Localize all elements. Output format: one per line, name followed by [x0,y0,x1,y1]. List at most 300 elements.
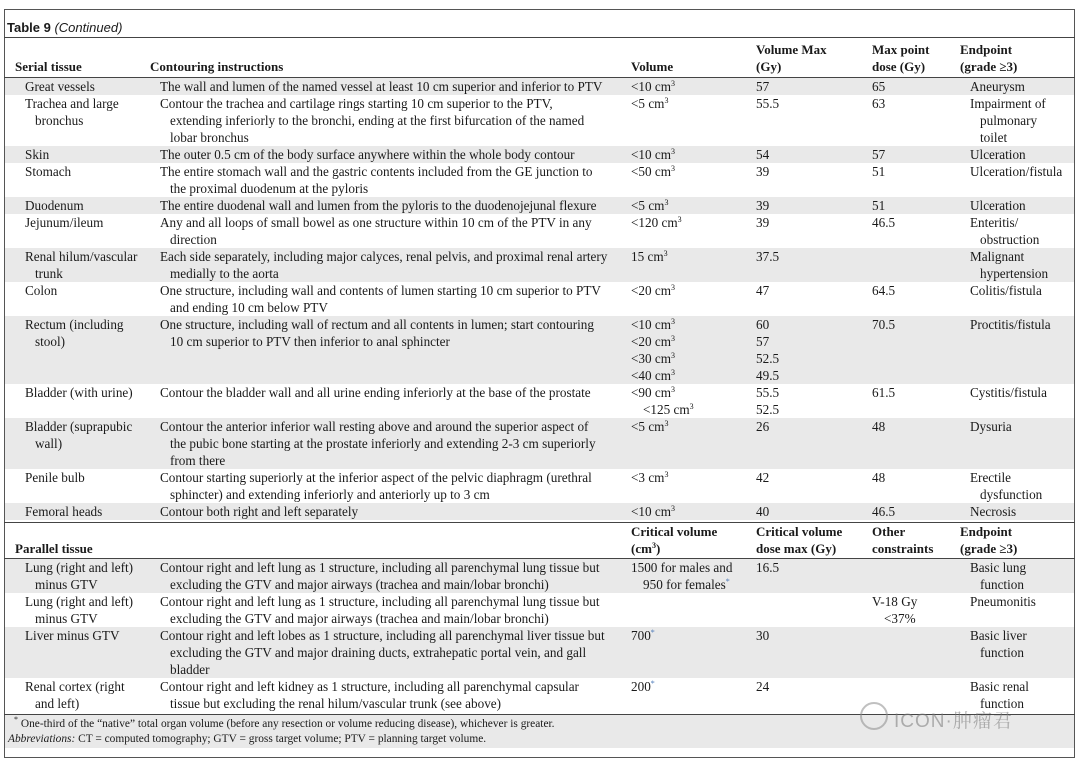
volume-value-value: <5 cm [631,419,665,434]
tissue-name-line: Rectum (including [25,317,124,332]
volume-value-value: <50 cm [631,164,672,179]
volume-max-value [756,146,769,163]
critical-dose-value [756,627,769,644]
contouring-instructions-line: sphincter) and extending inferiorly and anteriorly up to 3 cm [170,487,490,502]
max-point-dose [872,78,885,95]
max-point-dose [872,197,885,214]
endpoint-value-line: Colitis/fistula [970,283,1042,298]
volume-value-value: <30 cm [631,351,672,366]
header-contouring: Contouring instructions [150,59,284,74]
tissue-name-line: Renal hilum/vascular [25,249,138,264]
volume-value-line [631,469,668,486]
volume-max-value [756,214,769,231]
critical-dose-value [756,559,779,576]
endpoint-value-line: function [980,577,1024,592]
tissue-name-line: trunk [35,266,63,281]
critical-volume-value [631,559,732,593]
contouring-instructions-line: excluding the GTV and major airways (trachea and main/lobar bronchi) [170,611,549,626]
volume-value-line [631,503,675,520]
volume-value [631,146,675,163]
volume-max-value [756,384,779,418]
tissue-name [15,282,57,299]
volume-value-superscript: 3 [671,147,676,156]
volume-value-value: <5 cm [631,198,665,213]
table-caption [7,20,122,35]
volume-value-superscript: 3 [663,249,668,258]
header-line: dose max (Gy) [756,541,837,556]
volume-value-value: <20 cm [631,334,672,349]
volume-value [631,503,675,520]
max-point-dose-line: 48 [872,419,886,434]
volume-value-line [631,214,682,231]
volume-value-value: <10 cm [631,317,672,332]
table-row [5,78,1074,95]
tissue-name [15,593,133,627]
volume-value-line [631,418,668,435]
critical-volume-value-line [631,627,655,644]
header-line: Endpoint [960,524,1013,539]
endpoint-value-line: hypertension [980,266,1049,281]
volume-value-superscript: 3 [664,96,669,105]
max-point-dose [872,282,895,299]
header-line: dose (Gy) [872,59,926,74]
footnote-one-third [14,717,555,731]
other-constraint-line: V-18 Gy [872,594,918,609]
header-max-point [872,41,929,75]
volume-value-superscript: 3 [664,198,669,207]
table-row [5,418,1074,469]
header-line: Critical volume [756,524,843,539]
contouring-instructions-line: Contour the trachea and cartilage rings starting 10 cm superior to the PTV, [160,96,553,111]
volume-max-value-line: 57 [756,334,770,349]
endpoint-value-line: function [980,696,1024,711]
header-text: (cm [631,541,652,556]
endpoint-value-line: Basic liver [970,628,1027,643]
tissue-name-line: Femoral heads [25,504,103,519]
max-point-dose [872,469,885,486]
contouring-instructions [150,78,602,95]
table-continued: (Continued) [54,20,123,35]
header-other-constraints [872,523,933,557]
volume-value-value: <10 cm [631,147,672,162]
max-point-dose [872,214,895,231]
tissue-name-line: Trachea and large [25,96,119,111]
caption-rule [4,37,1075,38]
volume-max-value [756,418,769,435]
volume-value-superscript: 3 [671,334,676,343]
max-point-dose-line: 63 [872,96,886,111]
other-constraint [872,593,917,627]
volume-value-line [631,367,675,384]
volume-value [631,197,668,214]
header-volume-max [756,41,827,75]
header-line: (grade ≥3) [960,541,1018,556]
contouring-instructions [150,503,358,520]
tissue-name-line: Lung (right and left) [25,560,134,575]
volume-value-value: <10 cm [631,79,672,94]
volume-value-superscript: 3 [671,385,676,394]
tissue-name [15,469,85,486]
critical-volume-value-line [631,678,655,695]
volume-value [631,316,675,384]
volume-max-value [756,503,769,520]
volume-max-value [756,282,769,299]
volume-value [631,384,694,418]
volume-max-value-line: 39 [756,164,770,179]
volume-value-line [631,384,694,401]
endpoint-value-line: Ulceration [970,198,1026,213]
volume-value-value: <20 cm [631,283,672,298]
contouring-instructions-line: Contour starting superiorly at the inferior aspect of the pelvic diaphragm (urethral [160,470,592,485]
contouring-instructions-line: 10 cm superior to PTV then inferior to anal sphincter [170,334,450,349]
contouring-instructions [150,282,601,316]
contouring-instructions-line: The outer 0.5 cm of the body surface anywhere within the whole body contour [160,147,575,162]
endpoint-value-line: Ulceration/fistula [970,164,1063,179]
critical-dose-value-line: 16.5 [756,560,780,575]
footnote-abbreviations [8,732,486,746]
endpoint-value [960,163,1062,180]
volume-value [631,78,675,95]
contouring-instructions [150,214,592,248]
volume-value-line [631,333,675,350]
header-volume: Volume [631,59,674,74]
tissue-name [15,503,102,520]
contouring-instructions-line: Contour the bladder wall and all urine ending inferiorly at the base of the prostate [160,385,591,400]
contouring-instructions-line: Any and all loops of small bowel as one structure within 10 cm of the PTV in any [160,215,592,230]
volume-max-value-line: 37.5 [756,249,780,264]
contouring-instructions-line: Contour right and left lobes as 1 structure, including all parenchymal liver tissue but [160,628,605,643]
contouring-instructions [150,627,605,678]
contouring-instructions-line: medially to the aorta [170,266,279,281]
critical-dose-value-line: 30 [756,628,770,643]
tissue-name-line: Lung (right and left) [25,594,134,609]
header-line [631,540,717,557]
contouring-instructions [150,418,596,469]
footnote-star: * [14,715,18,724]
contouring-instructions-line: The entire duodenal wall and lumen from the pyloris to the duodenojejunal flexure [160,198,597,213]
critical-volume-value-value: 200 [631,679,651,694]
endpoint-value [960,418,1012,435]
volume-value-line [631,350,675,367]
volume-value-superscript: 3 [671,504,676,513]
critical-volume-value-superscript: * [650,628,655,637]
tissue-name [15,197,84,214]
table-row [5,469,1074,503]
header-critical-dose [756,523,842,557]
volume-value-superscript: 3 [664,419,669,428]
tissue-name [15,627,120,644]
volume-max-value-line: 26 [756,419,770,434]
tissue-name [15,316,124,350]
contouring-instructions-line: One structure, including wall of rectum and all contents in lumen; start contouring [160,317,594,332]
max-point-dose-line: 64.5 [872,283,896,298]
endpoint-value-line: pulmonary [980,113,1038,128]
contouring-instructions-line: Contour right and left lung as 1 structure, including all parenchymal lung tissue but [160,560,600,575]
endpoint-value-line: Ulceration [970,147,1026,162]
footnote-text: One-third of the “native” total organ volume (before any resection or volume reducing disease), whichever is greater. [18,718,555,730]
volume-value-value: <10 cm [631,504,672,519]
critical-volume-value-value: 1500 for males and [631,560,733,575]
volume-value-line [631,146,675,163]
tissue-name-line: Jejunum/ileum [25,215,104,230]
tissue-name-line: Stomach [25,164,72,179]
tissue-name [15,248,137,282]
header-line: Other [872,524,906,539]
volume-max-value [756,316,779,384]
table-row [5,627,1074,678]
tissue-name-line: Renal cortex (right [25,679,125,694]
header-line: Critical volume [631,524,718,539]
tissue-name [15,214,103,231]
contouring-instructions-line: The wall and lumen of the named vessel at least 10 cm superior and inferior to PTV [160,79,603,94]
max-point-dose [872,503,895,520]
tissue-name-line: Great vessels [25,79,95,94]
endpoint-value-line: Pneumonitis [970,594,1036,609]
volume-value-superscript: 3 [671,351,676,360]
volume-max-value-line: 55.5 [756,385,780,400]
volume-value-line [631,163,675,180]
endpoint-value [960,282,1042,299]
table-row [5,197,1074,214]
contouring-instructions-line: tissue but excluding the renal hilum/vascular trunk (see above) [170,696,502,711]
table-row [5,559,1074,593]
endpoint-value [960,559,1026,593]
volume-value [631,95,668,112]
volume-max-value-line: 52.5 [756,351,780,366]
volume-max-value [756,78,769,95]
volume-value-line [631,401,694,418]
tissue-name-line: Skin [25,147,50,162]
contouring-instructions-line: Contour both right and left separately [160,504,359,519]
contouring-instructions [150,197,597,214]
endpoint-value-line: Basic renal [970,679,1029,694]
contouring-instructions [150,559,600,593]
table-row [5,384,1074,418]
endpoint-value-line: Enteritis/ [970,215,1019,230]
contouring-instructions-line: Each side separately, including major calyces, renal pelvis, and proximal renal artery [160,249,608,264]
endpoint-value [960,469,1042,503]
volume-value-value: <5 cm [631,96,665,111]
table-row [5,95,1074,146]
contouring-instructions-line: excluding the GTV and major airways (trachea and main/lobar bronchi) [170,577,549,592]
header-critical-volume [631,523,717,557]
tissue-name [15,384,133,401]
tissue-name-line: and left) [35,696,80,711]
parallel-header-row [5,523,1074,557]
volume-value-value: <120 cm [631,215,678,230]
watermark [860,700,1060,734]
tissue-name-line: Bladder (suprapubic [25,419,133,434]
contouring-instructions [150,593,600,627]
contouring-instructions-line: the pubic bone starting at the prostate inferiorly and extending 2-3 cm superiorly [170,436,596,451]
contouring-instructions-line: from there [170,453,226,468]
contouring-instructions [150,316,594,350]
volume-value-value: <3 cm [631,470,665,485]
volume-value-line [631,316,675,333]
header-line: Endpoint [960,42,1013,57]
tissue-name [15,163,71,180]
endpoint-value-line: Basic lung [970,560,1027,575]
max-point-dose [872,95,885,112]
contouring-instructions-line: Contour right and left kidney as 1 structure, including all parenchymal capsular [160,679,579,694]
tissue-name-line: minus GTV [35,577,98,592]
volume-value-value: <125 cm [643,402,690,417]
max-point-dose [872,384,895,401]
critical-dose-value [756,678,769,695]
volume-max-value-line: 39 [756,215,770,230]
volume-max-value [756,95,779,112]
critical-volume-value [631,627,655,644]
volume-value-line [631,95,668,112]
volume-max-value-line: 57 [756,79,770,94]
endpoint-value [960,248,1048,282]
volume-value-superscript: 3 [671,164,676,173]
endpoint-value [960,78,1025,95]
volume-max-value-line: 52.5 [756,402,780,417]
volume-value-superscript: 3 [664,470,669,479]
volume-value-line [631,197,668,214]
volume-max-value-line: 60 [756,317,770,332]
tissue-name-line: bronchus [35,113,84,128]
volume-max-value [756,469,769,486]
header-text: ) [655,541,661,556]
volume-value-superscript: 3 [671,283,676,292]
other-constraint-line: <37% [884,611,916,626]
contouring-instructions-line: Contour right and left lung as 1 structure, including all parenchymal lung tissue but [160,594,600,609]
volume-value-value: <40 cm [631,368,672,383]
contouring-instructions [150,678,579,712]
max-point-dose-line: 65 [872,79,886,94]
contouring-instructions-line: The entire stomach wall and the gastric contents included from the GE junction to [160,164,593,179]
endpoint-value-line: Impairment of [970,96,1046,111]
tissue-name-line: wall) [35,436,63,451]
volume-value-superscript: 3 [689,402,694,411]
tissue-name-line: Liver minus GTV [25,628,120,643]
volume-value [631,469,668,486]
volume-value-line [631,282,675,299]
endpoint-value [960,146,1026,163]
critical-volume-value-superscript: * [725,577,730,586]
endpoint-value [960,627,1027,661]
max-point-dose [872,316,895,333]
header-line: Max point [872,42,930,57]
contouring-instructions [150,163,593,197]
volume-value-superscript: 3 [671,79,676,88]
abbreviations-label: Abbreviations: [8,733,76,745]
contouring-instructions-line: the proximal duodenum at the pyloris [170,181,369,196]
critical-volume-value-line [631,559,732,576]
endpoint-value-line: obstruction [980,232,1040,247]
watermark-text: ICON·肿瘤君 [894,711,1013,732]
table-row [5,146,1074,163]
endpoint-value-line: Malignant [970,249,1025,264]
max-point-dose-line: 57 [872,147,886,162]
volume-value-line [631,248,668,265]
volume-value [631,418,668,435]
tissue-name [15,559,133,593]
header-line: (Gy) [756,59,782,74]
contouring-instructions-line: bladder [170,662,210,677]
volume-value [631,163,675,180]
max-point-dose [872,146,885,163]
critical-dose-value-line: 24 [756,679,770,694]
endpoint-value [960,593,1036,610]
tissue-name-line: stool) [35,334,66,349]
max-point-dose [872,418,885,435]
volume-value-value: 15 cm [631,249,664,264]
contouring-instructions-line: excluding the GTV and major draining ducts, extrahepatic portal vein, and gall [170,645,587,660]
header-line: constraints [872,541,934,556]
volume-max-value [756,197,769,214]
tissue-name-line: Duodenum [25,198,84,213]
contouring-instructions [150,95,584,146]
endpoint-value-line: function [980,645,1024,660]
table-row [5,214,1074,248]
max-point-dose-line: 51 [872,164,886,179]
critical-volume-value-superscript: * [650,679,655,688]
volume-value-superscript: 3 [671,317,676,326]
contouring-instructions-line: direction [170,232,217,247]
max-point-dose [872,163,885,180]
max-point-dose-line: 51 [872,198,886,213]
contouring-instructions-line: extending inferiorly to the bronchi, ending at the first bifurcation of the named [170,113,585,128]
abbreviations-text: CT = computed tomography; GTV = gross target volume; PTV = planning target volume. [75,733,487,745]
max-point-dose-line: 48 [872,470,886,485]
volume-max-value-line: 39 [756,198,770,213]
table-row [5,593,1074,627]
tissue-name [15,78,95,95]
volume-value-superscript: 3 [677,215,682,224]
volume-value [631,248,668,265]
max-point-dose-line: 61.5 [872,385,896,400]
table-row [5,282,1074,316]
max-point-dose-line: 70.5 [872,317,896,332]
endpoint-value [960,197,1026,214]
table-row [5,503,1074,520]
volume-value-superscript: 3 [671,368,676,377]
contouring-instructions [150,248,607,282]
contouring-instructions [150,384,591,401]
serial-header-row [5,41,1074,75]
endpoint-value [960,214,1039,248]
critical-volume-value-line [631,576,732,593]
endpoint-value-line: Cystitis/fistula [970,385,1047,400]
endpoint-value-line: toilet [980,130,1008,145]
volume-value-value: <90 cm [631,385,672,400]
contouring-instructions-line: lobar bronchus [170,130,249,145]
tissue-name-line: Bladder (with urine) [25,385,133,400]
table-label: Table 9 [7,20,51,35]
endpoint-value [960,503,1016,520]
endpoint-value-line: dysfunction [980,487,1043,502]
volume-max-value-line: 47 [756,283,770,298]
contouring-instructions-line: and ending 10 cm below PTV [170,300,328,315]
endpoint-value-line: Necrosis [970,504,1017,519]
volume-max-value [756,163,769,180]
contouring-instructions-line: One structure, including wall and contents of lumen starting 10 cm superior to PTV [160,283,601,298]
volume-max-value-line: 40 [756,504,770,519]
tissue-name [15,678,125,712]
tissue-name-line: minus GTV [35,611,98,626]
endpoint-value-line: Proctitis/fistula [970,317,1051,332]
table-row [5,248,1074,282]
header-superscript: 3 [651,541,656,550]
max-point-dose-line: 46.5 [872,215,896,230]
endpoint-value-line: Erectile [970,470,1011,485]
tissue-name [15,95,119,129]
volume-max-value-line: 49.5 [756,368,780,383]
volume-max-value-line: 55.5 [756,96,780,111]
